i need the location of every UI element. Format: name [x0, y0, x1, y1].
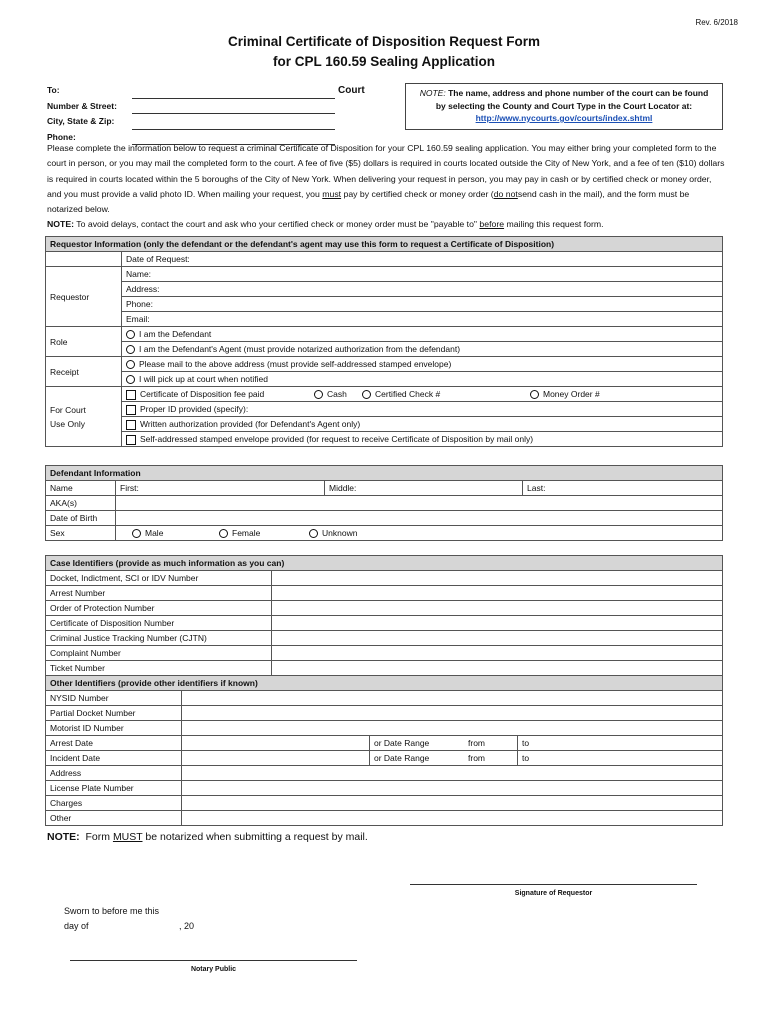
court-use-label: [46, 387, 122, 447]
requestor-label: Requestor: [46, 267, 122, 327]
defendant-table: [45, 465, 723, 541]
case-row-field[interactable]: [272, 646, 723, 661]
certified-check-label: Certified Check #: [375, 389, 441, 399]
case-row-field[interactable]: [272, 631, 723, 646]
fee-paid-row: [122, 387, 723, 402]
sworn-year: , 20: [179, 921, 195, 931]
notary-label: Notary Public: [190, 966, 237, 973]
arrest-date-label: Arrest Date: [46, 736, 182, 751]
instructions-text-2: pay by certified check or money order (: [343, 188, 494, 199]
other-row-field[interactable]: [182, 691, 723, 706]
proper-id-row[interactable]: [122, 402, 723, 417]
court-name-field[interactable]: [132, 87, 335, 99]
final-note-must: MUST: [112, 831, 143, 843]
radio-icon[interactable]: [126, 360, 135, 369]
arrest-date-field[interactable]: [182, 736, 370, 751]
cash-label: Cash: [327, 389, 347, 399]
other-row-field[interactable]: [182, 811, 723, 826]
court-use-line-2: Use Only: [50, 418, 85, 429]
proper-id-label: Proper ID provided (specify):: [140, 404, 249, 414]
other-row-label: Address: [46, 766, 182, 781]
from-label: from: [468, 753, 485, 763]
radio-icon[interactable]: [314, 390, 323, 399]
written-auth-label: Written authorization provided (for Defendant's Agent only): [140, 419, 361, 429]
court-use-line-1: For Court: [50, 404, 86, 415]
receipt-mail-option[interactable]: [122, 357, 723, 372]
incident-date-label: Incident Date: [46, 751, 182, 766]
arrest-from-field[interactable]: [370, 736, 518, 751]
radio-icon[interactable]: [362, 390, 371, 399]
from-label: from: [468, 738, 485, 748]
note-label-2: NOTE:: [47, 219, 75, 230]
do-not-emphasis: do not: [493, 188, 518, 199]
must-emphasis: must: [322, 188, 342, 199]
final-note-post: be notarized when submitting a request by mail.: [145, 831, 368, 843]
defendant-name-label: Name: [46, 481, 116, 496]
instructions-text-1: Please complete the information below to request a criminal Certificate of Disposition for your CPL 160.59 sealing application. You may either bring your completed form to the court in person, or you may mail the completed form to the court. A fee of five ($5) dollars is required in courts located outside the City of New York, and a fee of ten ($10) dollars is required in courts located within the 5 boroughs of the City of New York. When delivering your request in person, you may pay in cash or by certified check or money order, and you must provide a valid photo ID. When mailing your request, you: [47, 143, 725, 199]
final-note-label: NOTE:: [47, 831, 80, 843]
instructions-text-3: send cash in the mail), and the form must be notarized below.: [47, 188, 690, 215]
case-header: Case Identifiers (provide as much information as you can): [46, 556, 723, 571]
sase-row[interactable]: [122, 432, 723, 447]
requestor-address-field[interactable]: Address:: [122, 282, 723, 297]
city-label: City, State & Zip:: [47, 116, 115, 126]
radio-icon[interactable]: [126, 345, 135, 354]
requestor-header: Requestor Information (only the defendant or the defendant's agent may use this form to request a Certificate of Disposition): [46, 237, 723, 252]
case-row-label: Ticket Number: [46, 661, 272, 676]
radio-icon[interactable]: [126, 375, 135, 384]
dob-label: Date of Birth: [46, 511, 116, 526]
role-defendant-label: I am the Defendant: [139, 329, 212, 339]
street-label: Number & Street:: [47, 100, 117, 111]
aka-label: AKA(s): [46, 496, 116, 511]
radio-icon[interactable]: [530, 390, 539, 399]
role-agent-label: I am the Defendant's Agent (must provide notarized authorization from the defendant): [139, 344, 461, 354]
case-row-field[interactable]: [272, 616, 723, 631]
city-field[interactable]: [132, 118, 335, 130]
arrest-to-field[interactable]: to: [518, 736, 723, 751]
requestor-phone-field[interactable]: Phone:: [122, 297, 723, 312]
notarize-note: [47, 831, 368, 843]
radio-icon[interactable]: [219, 529, 228, 538]
money-order-label: Money Order #: [543, 389, 600, 399]
role-label: Role: [46, 327, 122, 357]
middle-name-field[interactable]: Middle:: [325, 481, 523, 496]
first-name-field[interactable]: First:: [116, 481, 325, 496]
case-row-field[interactable]: [272, 586, 723, 601]
checkbox-icon[interactable]: [126, 435, 136, 445]
role-defendant-option[interactable]: [122, 327, 723, 342]
form-subtitle: for CPL 160.59 Sealing Application: [272, 54, 496, 69]
to-label: To:: [47, 85, 60, 95]
sworn-block: [64, 904, 194, 934]
instructions-text-5: mailing this request form.: [506, 219, 604, 230]
court-label: Court: [338, 85, 365, 96]
court-address-block: [47, 83, 365, 145]
other-row-label: Motorist ID Number: [46, 721, 182, 736]
other-row-label: Other: [46, 811, 182, 826]
checkbox-icon[interactable]: [126, 420, 136, 430]
instructions-text-4: To avoid delays, contact the court and ask who your certified check or money order must be "payable to": [76, 219, 477, 230]
signature-label: Signature of Requestor: [514, 890, 593, 897]
female-label: Female: [232, 528, 261, 538]
form-title: Criminal Certificate of Disposition Request Form: [227, 34, 541, 49]
date-of-request-field[interactable]: Date of Request:: [122, 252, 723, 267]
case-row-field[interactable]: [272, 661, 723, 676]
other-row-field[interactable]: [182, 781, 723, 796]
case-row-field[interactable]: [272, 571, 723, 586]
other-row-label: Charges: [46, 796, 182, 811]
other-row-field[interactable]: [182, 706, 723, 721]
written-auth-row[interactable]: [122, 417, 723, 432]
dob-field[interactable]: [116, 511, 723, 526]
case-row-label: Order of Protection Number: [46, 601, 272, 616]
incident-from-field[interactable]: [370, 751, 518, 766]
case-row-label: Arrest Number: [46, 586, 272, 601]
sex-options: [116, 526, 723, 541]
revision-date: Rev. 6/2018: [695, 18, 738, 27]
case-identifiers-table: [45, 555, 723, 826]
signature-line[interactable]: [410, 884, 697, 885]
receipt-mail-label: Please mail to the above address (must provide self-addressed stamped envelope): [139, 359, 452, 369]
radio-icon[interactable]: [126, 330, 135, 339]
unknown-label: Unknown: [322, 528, 358, 538]
other-row-label: Partial Docket Number: [46, 706, 182, 721]
last-name-field[interactable]: Last:: [523, 481, 723, 496]
incident-date-field[interactable]: [182, 751, 370, 766]
case-row-label: Certificate of Disposition Number: [46, 616, 272, 631]
aka-field[interactable]: [116, 496, 723, 511]
incident-to-field[interactable]: to: [518, 751, 723, 766]
receipt-label: Receipt: [46, 357, 122, 387]
role-agent-option[interactable]: [122, 342, 723, 357]
requestor-table: [45, 236, 723, 447]
before-emphasis: before: [479, 219, 505, 230]
note-line-1: The name, address and phone number of the court can be found: [448, 88, 709, 98]
or-range-label: or Date Range: [374, 753, 430, 763]
male-label: Male: [145, 528, 164, 538]
other-row-label: License Plate Number: [46, 781, 182, 796]
case-row-label: Complaint Number: [46, 646, 272, 661]
fee-paid-label: Certificate of Disposition fee paid: [140, 389, 265, 399]
sase-label: Self-addressed stamped envelope provided (for request to receive Certificate of Disposition by mail only): [140, 434, 534, 444]
other-row-label: NYSID Number: [46, 691, 182, 706]
case-row-label: Criminal Justice Tracking Number (CJTN): [46, 631, 272, 646]
checkbox-icon[interactable]: [126, 405, 136, 415]
case-row-label: Docket, Indictment, SCI or IDV Number: [46, 571, 272, 586]
notary-signature-line[interactable]: [70, 960, 357, 961]
radio-icon[interactable]: [309, 529, 318, 538]
defendant-header: Defendant Information: [46, 466, 723, 481]
receipt-pickup-option[interactable]: [122, 372, 723, 387]
receipt-pickup-label: I will pick up at court when notified: [139, 374, 268, 384]
final-note-pre: Form: [85, 831, 111, 843]
phone-label: Phone:: [47, 131, 76, 142]
instructions: [47, 141, 727, 233]
note-label: NOTE:: [419, 88, 446, 98]
requestor-name-field[interactable]: Name:: [122, 267, 723, 282]
requestor-email-field[interactable]: Email:: [122, 312, 723, 327]
street-field[interactable]: [132, 102, 335, 114]
checkbox-icon[interactable]: [126, 390, 136, 400]
other-identifiers-header: Other Identifiers (provide other identifiers if known): [46, 676, 723, 691]
sex-label: Sex: [46, 526, 116, 541]
court-locator-note: [405, 83, 723, 130]
sworn-day-of: day of: [64, 921, 89, 931]
case-row-field[interactable]: [272, 601, 723, 616]
other-row-field[interactable]: [182, 796, 723, 811]
or-range-label: or Date Range: [374, 738, 430, 748]
other-row-field[interactable]: [182, 766, 723, 781]
other-row-field[interactable]: [182, 721, 723, 736]
sworn-line-1: Sworn to before me this: [64, 906, 160, 916]
radio-icon[interactable]: [132, 529, 141, 538]
note-line-2: by selecting the County and Court Type in the Court Locator at:: [435, 100, 693, 111]
court-locator-link[interactable]: http://www.nycourts.gov/courts/index.shtml: [475, 113, 653, 123]
